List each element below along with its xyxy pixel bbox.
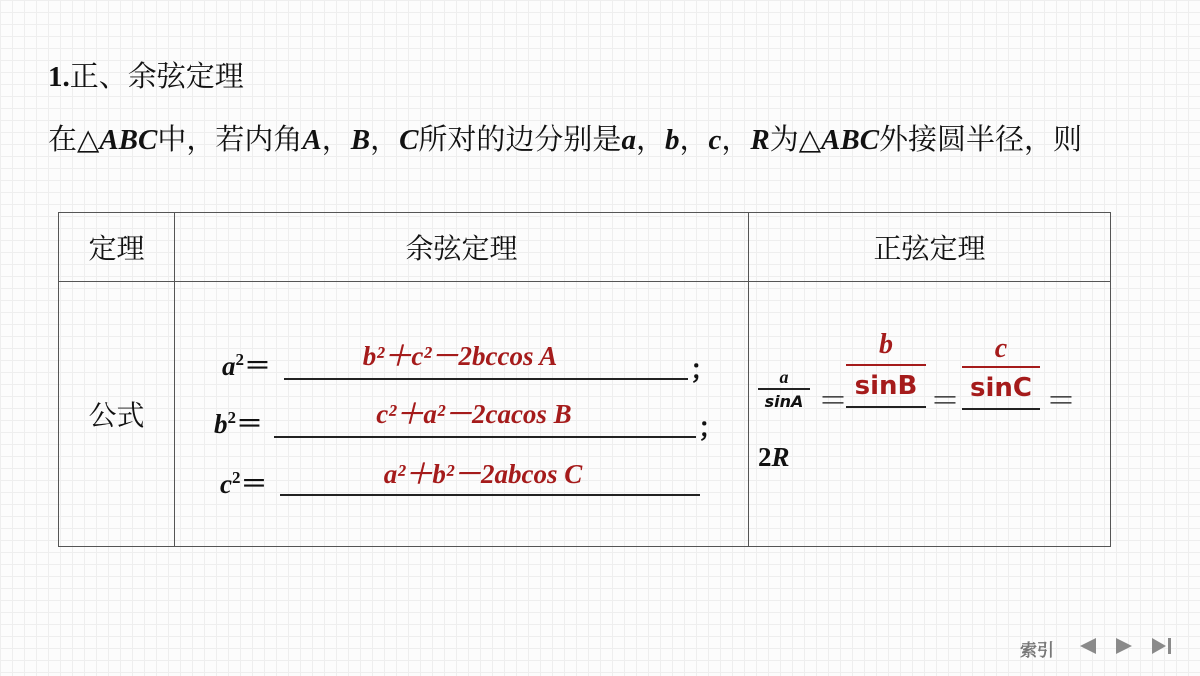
formula-lhs: $b^2=$ [214, 408, 263, 439]
sine-rhs-2R: 2R [758, 442, 790, 472]
intro-text: 所对的边分别是 [418, 122, 622, 156]
row-label-formula: 公式 [59, 282, 175, 547]
answer-text: a²＋b²－2abcos C [383, 459, 583, 489]
intro-text: 中，若内角 [157, 122, 303, 156]
intro-math-symbol: A [302, 124, 322, 156]
answer-text: b²＋c²－2bccos A [362, 341, 558, 371]
equals-sign: ＝ [930, 385, 960, 418]
formula-lhs: $a^2=$ [222, 350, 271, 381]
intro-text: 在△ [48, 122, 100, 156]
formula-lhs: $c^2=$ [220, 468, 268, 499]
section-title: 正、余弦定理 [69, 59, 244, 93]
answer-blank [274, 436, 696, 438]
answer-blank [284, 378, 688, 380]
intro-text: 为△ [769, 122, 822, 156]
answer-blank [280, 494, 700, 496]
fraction-b-over-sinB: b sinB [846, 326, 926, 408]
intro-math-symbol: c [708, 124, 722, 156]
intro-text: ， [370, 122, 400, 156]
intro-text: ， [721, 122, 751, 156]
section-number: 1. [48, 61, 70, 93]
header-cosine-law: 余弦定理 [175, 213, 749, 282]
index-link[interactable]: 索引 [1020, 640, 1054, 661]
previous-icon[interactable] [1078, 636, 1098, 660]
intro-text: ， [679, 122, 709, 156]
intro-paragraph [48, 110, 1148, 169]
slide-navigation [1020, 636, 1190, 660]
header-theorem: 定理 [59, 213, 175, 282]
intro-math-symbol: C [399, 124, 419, 156]
next-icon[interactable] [1114, 636, 1134, 660]
header-sine-law: 正弦定理 [749, 213, 1111, 282]
intro-text: ， [321, 122, 351, 156]
intro-text: ， [635, 122, 665, 156]
equals-sign: ＝ [818, 385, 848, 418]
intro-math-symbol: B [350, 124, 371, 156]
intro-math-symbol: b [664, 124, 680, 156]
formula-semicolon: ； [690, 355, 717, 385]
equals-sign: ＝ [1046, 385, 1076, 418]
fraction-c-over-sinC: c sinC [962, 332, 1040, 410]
section-heading [48, 56, 244, 97]
intro-math-symbol: ABC [821, 124, 880, 156]
last-slide-icon[interactable] [1150, 636, 1174, 660]
intro-text: 外接圆半径，则 [879, 122, 1083, 156]
intro-math-symbol: R [750, 124, 770, 156]
formula-semicolon: ； [698, 413, 725, 443]
answer-text: c²＋a²－2cacos B [376, 399, 572, 429]
fraction-a-over-sinA: a sinA [758, 366, 810, 414]
intro-math-symbol: a [621, 124, 636, 156]
intro-math-symbol: ABC [99, 124, 158, 156]
